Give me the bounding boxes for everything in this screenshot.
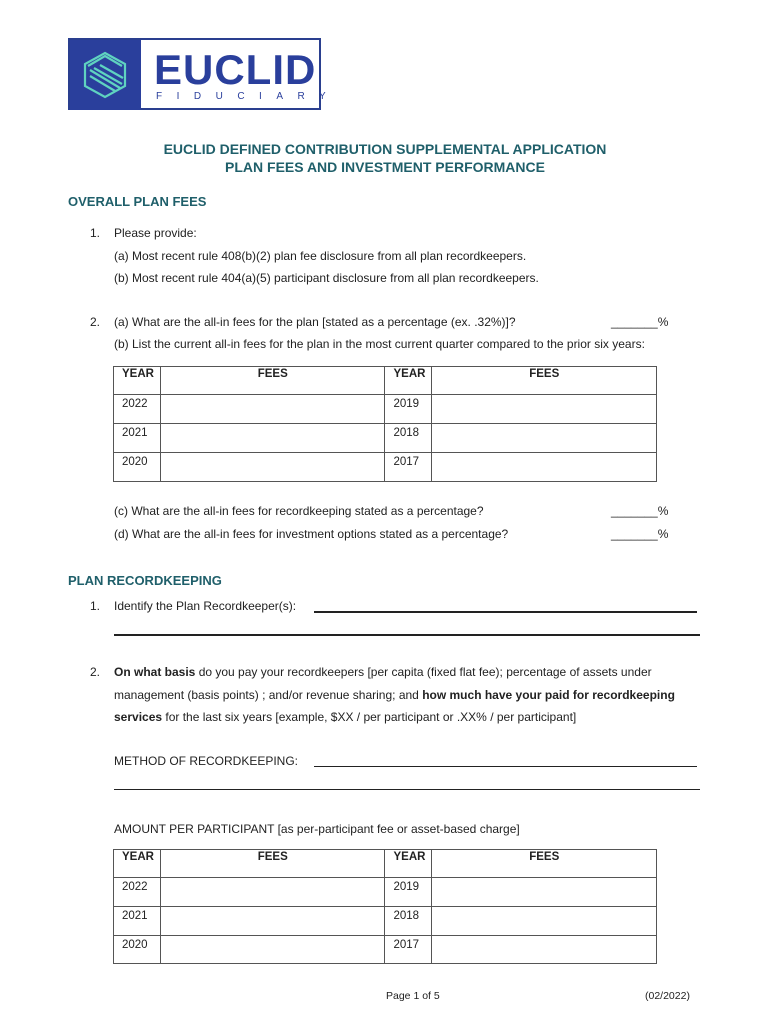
question-number: 1. xyxy=(90,599,101,613)
question-item: (a) What are the all-in fees for the plan [stated as a percentage (ex. .32%)]? xyxy=(114,315,516,329)
fee-input-cell[interactable] xyxy=(432,395,657,424)
year-cell: 2018 xyxy=(385,907,432,936)
table-header-fees: FEES xyxy=(160,850,385,878)
recordkeeper-answer-line[interactable] xyxy=(114,634,700,636)
year-cell: 2017 xyxy=(385,936,432,964)
revision-date: (02/2022) xyxy=(645,990,690,1002)
fee-input-cell[interactable] xyxy=(160,878,385,907)
table-header-year: YEAR xyxy=(385,367,432,395)
question-text: Identify the Plan Recordkeeper(s): xyxy=(114,599,297,613)
year-cell: 2022 xyxy=(114,395,161,424)
question-text-line3 xyxy=(114,710,576,724)
question-item: (d) What are the all-in fees for investment options stated as a percentage? xyxy=(114,527,509,541)
percent-blank[interactable]: _______% xyxy=(611,315,669,329)
question-text-line1 xyxy=(114,665,652,679)
fees-table xyxy=(113,366,657,482)
fee-input-cell[interactable] xyxy=(432,907,657,936)
fee-input-cell[interactable] xyxy=(432,936,657,964)
document-title-line2: PLAN FEES AND INVESTMENT PERFORMANCE xyxy=(225,159,545,175)
year-cell: 2020 xyxy=(114,936,161,964)
question-item: (c) What are the all-in fees for recordkeeping stated as a percentage? xyxy=(114,504,484,518)
question-number: 1. xyxy=(90,226,101,240)
table-header-fees: FEES xyxy=(432,367,657,395)
fee-input-cell[interactable] xyxy=(160,395,385,424)
section-heading-recordkeeping: PLAN RECORDKEEPING xyxy=(68,573,222,588)
fee-input-cell[interactable] xyxy=(432,453,657,482)
amount-table xyxy=(113,849,657,964)
question-number: 2. xyxy=(90,665,101,679)
table-header-fees: FEES xyxy=(160,367,385,395)
fee-input-cell[interactable] xyxy=(160,907,385,936)
question-number: 2. xyxy=(90,315,101,329)
question-item: (b) List the current all-in fees for the plan in the most current quarter compared to the prior six years: xyxy=(114,337,645,351)
year-cell: 2017 xyxy=(385,453,432,482)
method-label: METHOD OF RECORDKEEPING: xyxy=(114,754,299,768)
question-text: Please provide: xyxy=(114,226,197,240)
percent-blank[interactable]: _______% xyxy=(611,504,669,518)
method-answer-line[interactable] xyxy=(314,766,697,767)
year-cell: 2021 xyxy=(114,907,161,936)
table-header-fees: FEES xyxy=(432,850,657,878)
question-text-line2 xyxy=(114,688,675,702)
amount-label: AMOUNT PER PARTICIPANT [as per-participant fee or asset-based charge] xyxy=(114,822,520,836)
year-cell: 2018 xyxy=(385,424,432,453)
fee-input-cell[interactable] xyxy=(432,424,657,453)
fee-input-cell[interactable] xyxy=(160,453,385,482)
table-header-year: YEAR xyxy=(114,850,161,878)
text-phrase: for the last six years [example, $XX / per participant or .XX% / per participant] xyxy=(162,710,577,724)
euclid-logo xyxy=(68,38,341,110)
year-cell: 2021 xyxy=(114,424,161,453)
table-header-year: YEAR xyxy=(385,850,432,878)
percent-blank[interactable]: _______% xyxy=(611,527,669,541)
bold-phrase: On what basis xyxy=(114,665,196,679)
question-item: (b) Most recent rule 404(a)(5) participant disclosure from all plan recordkeepers. xyxy=(114,271,539,285)
bold-phrase: how much have your paid for recordkeeping xyxy=(422,688,675,702)
fee-input-cell[interactable] xyxy=(160,424,385,453)
recordkeeper-answer-line[interactable] xyxy=(314,611,697,613)
hexagon-logo-icon xyxy=(70,40,141,110)
year-cell: 2019 xyxy=(385,395,432,424)
fee-input-cell[interactable] xyxy=(160,936,385,964)
method-answer-line[interactable] xyxy=(114,789,700,790)
page-number: Page 1 of 5 xyxy=(386,990,440,1002)
year-cell: 2022 xyxy=(114,878,161,907)
question-item: (a) Most recent rule 408(b)(2) plan fee disclosure from all plan recordkeepers. xyxy=(114,249,527,263)
section-heading-overall-fees: OVERALL PLAN FEES xyxy=(68,194,207,209)
text-phrase: do you pay your recordkeepers [per capita (fixed flat fee); percentage of assets under xyxy=(195,665,652,679)
logo-name: EUCLID xyxy=(154,46,317,93)
logo-subtitle: FIDUCIARY xyxy=(156,91,341,102)
year-cell: 2020 xyxy=(114,453,161,482)
document-title-line1: EUCLID DEFINED CONTRIBUTION SUPPLEMENTAL APPLICATION xyxy=(163,141,607,157)
bold-phrase: services xyxy=(114,710,163,724)
fee-input-cell[interactable] xyxy=(432,878,657,907)
text-phrase: management (basis points) ; and/or revenue sharing; and xyxy=(114,688,423,702)
table-header-year: YEAR xyxy=(114,367,161,395)
year-cell: 2019 xyxy=(385,878,432,907)
